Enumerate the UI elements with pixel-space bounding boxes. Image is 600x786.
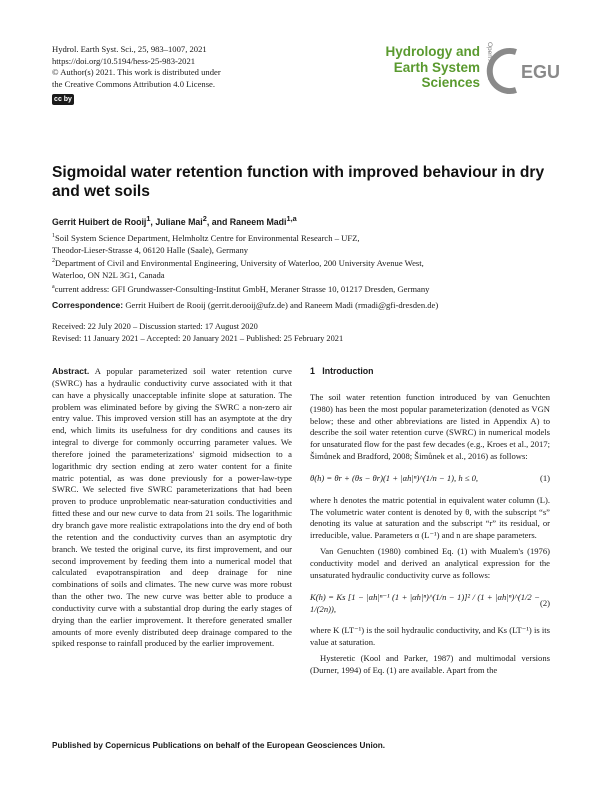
equation-1-body: θ(h) = θr + (θs − θr)(1 + |αh|ⁿ)^(1/n − 1), h ≤ 0, — [310, 472, 479, 483]
open-access-label: Open Access — [486, 42, 493, 81]
affil-2-num: 2 — [52, 258, 55, 265]
journal-name — [360, 44, 480, 91]
section-number: 1 — [310, 366, 315, 376]
egu-logo-text: EGU — [521, 62, 561, 82]
abstract-label: Abstract. — [52, 366, 90, 376]
journal-line-1: Hydrology and — [385, 44, 480, 59]
author-sep: , — [150, 216, 156, 227]
journal-line-3: Sciences — [421, 75, 480, 90]
author-1: Gerrit Huibert de Rooij — [52, 216, 147, 227]
author-3: Raneem Madi — [229, 216, 287, 227]
affil-1-line-a: Soil System Science Department, Helmholtz Centre for Environmental Research – UFZ, — [55, 232, 360, 243]
affil-a-num: a — [52, 283, 55, 290]
publisher-footer: Published by Copernicus Publications on behalf of the European Geosciences Union. — [52, 741, 386, 750]
author-2-affil: 2 — [202, 214, 207, 223]
affil-2-line-a: Department of Civil and Environmental Engineering, University of Waterloo, 200 University Avenue West, — [55, 258, 424, 269]
dates-block — [52, 321, 552, 344]
intro-paragraph-4: where K (LT⁻¹) is the soil hydraulic conductivity, and Ks (LT⁻¹) is its value at saturation. — [310, 625, 550, 648]
author-2: Juliane Mai — [155, 216, 203, 227]
affil-1-line-b: Theodor-Lieser-Strasse 4, 06120 Halle (Saale), Germany — [52, 244, 249, 255]
abstract — [52, 366, 292, 650]
author-3-affil: 1,a — [286, 214, 297, 223]
author-1-affil: 1 — [146, 214, 151, 223]
correspondence-text: Gerrit Huibert de Rooij (gerrit.derooij@ufz.de) and Raneem Madi (rmadi@gfi-dresden.de) — [125, 300, 439, 310]
author-sep: , and — [206, 216, 230, 227]
doi-link[interactable]: https://doi.org/10.5194/hess-25-983-2021 — [52, 55, 196, 66]
equation-2 — [310, 592, 550, 616]
license: the Creative Commons Attribution 4.0 License. — [52, 78, 216, 89]
intro-paragraph-1: The soil water retention function introduced by van Genuchten (1980) has been the most popular parameterization (denoted as VGN below; these and other abbreviations are listed in Appendix A) to describe the soil water retention curve (SWRC) in numerical models for unsaturated flow for the past few decades (e.g., Kroes et al., 2017; Šimůnek and Bradford, 2008; Šimůnek et al., 2016) as follows: — [310, 391, 550, 462]
affil-2-line-b: Waterloo, ON N2L 3G1, Canada — [52, 270, 165, 281]
paper-title: Sigmoidal water retention function with improved behaviour in dry and wet soils — [52, 164, 545, 200]
dates-line-1: Received: 22 July 2020 – Discussion started: 17 August 2020 — [52, 322, 258, 331]
citation: Hydrol. Earth Syst. Sci., 25, 983–1007, 2021 — [52, 44, 207, 54]
dates-line-2: Revised: 11 January 2021 – Accepted: 20 January 2021 – Published: 25 February 2021 — [52, 333, 344, 343]
intro-paragraph-5: Hysteretic (Kool and Parker, 1987) and multimodal versions (Durner, 1994) of Eq. (1) are available. Apart from the — [310, 653, 550, 675]
introduction — [310, 366, 550, 677]
equation-1-number: (1) — [539, 472, 550, 483]
affil-current: current address: GFI Grundwasser-Consulting-Institut GmbH, Meraner Strasse 10, 01217 Dresden, Germany — [54, 283, 430, 294]
citation-block — [52, 44, 221, 90]
journal-line-2: Earth System — [393, 59, 480, 75]
author-list — [52, 214, 552, 227]
section-title: Introduction — [322, 366, 374, 376]
correspondence — [52, 300, 552, 310]
section-heading — [310, 366, 550, 378]
egu-logo-icon — [494, 46, 561, 96]
affiliations — [52, 231, 552, 296]
equation-1 — [310, 473, 550, 485]
copyright: © Author(s) 2021. This work is distributed under — [52, 67, 221, 78]
cc-license-icon[interactable] — [52, 94, 74, 105]
affil-1-num: 1 — [52, 233, 55, 239]
abstract-text: A popular parameterized soil water retention curve (SWRC) has a hydraulic conductivity curve associated with it that can have a physically unacceptable infinite slope at saturation. The problem was eliminated before by giving the SWRC a non-zero air entry value. This improved version still has an asymptote at the dry end, which limits its usefulness for dry conditions and causes its integral to diverge for commonly occurring parameter values. We therefore joined the parameterizations' sigmoid midsection to a logarithmic dry section ending at zero water content for a finite matric potential, as was done previously for a power-law-type SWRC. We selected five SWRC parameterizations that had been proven to produce unproblematic near-saturation conductivities and fitted these and our new curve to data from 21 soils. The logarithmic dry branch gave more realistic extrapolations into the dry end of both the retention and the conductivity curves than an asymptotic dry branch. We tested the original curve, its first improvement, and our second improvement by feeding them into a numerical model that calculated evapotranspiration and deep drainage for nine combinations of soils and climates. The new curve was more robust than the other two. The new curve was better able to produce a conductivity curve with a substantial drop during the early stages of drying than the earlier improvement. It therefore generated smaller amounts of more evenly distributed deep drainage compared to the spiked response to rainfall produced by the earlier improvement. — [52, 366, 292, 649]
intro-paragraph-2: where h denotes the matric potential in equivalent water column (L). The volumetric water content is denoted by θ, with the subscript “s” denoting its value at saturation and the subscript “r” its residual, or irreducible, value. Parameters α (L⁻¹) and n are shape parameters. — [310, 494, 550, 541]
correspondence-label: Correspondence: — [52, 300, 124, 310]
equation-2-number: (2) — [539, 597, 550, 608]
cc-badge-text: cc by — [54, 96, 72, 103]
intro-paragraph-3: Van Genuchten (1980) combined Eq. (1) with Mualem's (1976) conductivity model and derived an analytical expression for the unsaturated hydraulic conductivity curve as follows: — [310, 546, 550, 580]
equation-2-body: K(h) = Ks [1 − |αh|ⁿ⁻¹ (1 + |αh|ⁿ)^(1/n − 1)]² / (1 + |αh|ⁿ)^(1/2 − 1/(2n)), — [310, 591, 540, 614]
